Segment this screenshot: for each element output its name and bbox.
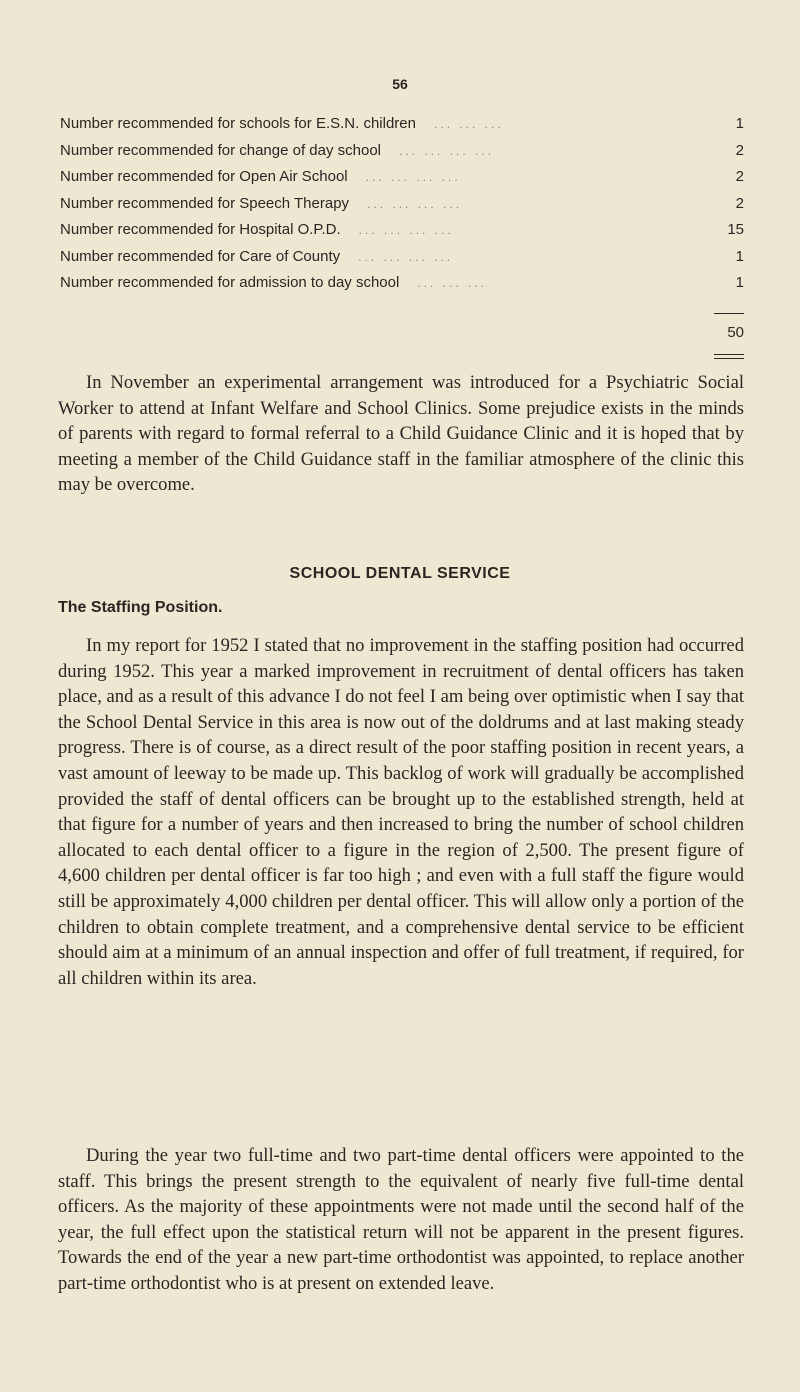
table-row bbox=[60, 168, 744, 195]
row-value: 15 bbox=[727, 221, 744, 238]
page-number: 56 bbox=[392, 76, 408, 92]
row-label: Number recommended for Hospital O.P.D. bbox=[60, 221, 341, 238]
intro-paragraph: In November an experimental arrangement was introduced for a Psychiatric Social Worker to attend at Infant Welfare and School Clinics. Some prejudice exists in the minds of parents with regard to formal referral to a Child Guidance Clinic and it is hoped that by meeting a member of the Child Guidance staff in the familiar atmosphere of the clinic this may be overcome. bbox=[58, 372, 744, 496]
leader-dots: ... ... ... bbox=[433, 117, 504, 131]
body-paragraph: During the year two full-time and two part-time dental officers were appointed to the staff. This brings the present strength to the equivalent of nearly five full-time dental officers. As the majority of these appointments were not made until the second half of the year, the full effect upon the statistical return will not be apparent in the present figures. Towards the end of the year a new part-time orthodontist was appointed, to replace another part-time orthodontist who is at present on extended leave. bbox=[58, 1145, 744, 1294]
leader-dots: ... ... ... bbox=[417, 276, 488, 290]
subheading: The Staffing Position. bbox=[58, 599, 223, 616]
row-value: 1 bbox=[735, 274, 744, 291]
table-row bbox=[60, 221, 744, 248]
row-label: Number recommended for schools for E.S.N. children bbox=[60, 115, 416, 132]
leader-dots: ... ... ... ... bbox=[358, 223, 454, 237]
row-value: 1 bbox=[735, 115, 744, 132]
row-value: 1 bbox=[735, 247, 744, 265]
row-label: Number recommended for Speech Therapy bbox=[60, 194, 350, 212]
leader-dots: ... ... ... ... bbox=[358, 249, 454, 264]
row-label: Number recommended for admission to day school bbox=[60, 274, 400, 291]
total-double-rule bbox=[714, 354, 744, 359]
row-value: 2 bbox=[735, 194, 744, 212]
leader-dots: ... ... ... ... bbox=[367, 196, 463, 211]
row-label: Number recommended for Open Air School bbox=[60, 168, 348, 185]
section-heading: SCHOOL DENTAL SERVICE bbox=[289, 565, 511, 582]
recommendations-table bbox=[60, 115, 744, 301]
table-row bbox=[60, 142, 744, 169]
total-value: 50 bbox=[727, 324, 744, 341]
body-paragraph: In my report for 1952 I stated that no improvement in the staffing position had occurred during 1952. This year a marked improvement in recruitment of dental officers has taken place, and as a result of this advance I do not feel I am being over optimistic when I say that the School Dental Service in this area is now out of the doldrums and at last making steady progress. There is of course, as a direct result of the poor staffing position in recent years, a vast amount of leeway to be made up. This backlog of work will gradually be accomplished provided the staff of dental officers can be brought up to the established strength, held at that figure for a number of years and then increased to bring the number of school children allocated to each dental officer to a figure in the region of 2,500. The present figure of 4,600 children per dental officer is far too high ; and even with a full staff the figure would still be approximately 4,000 children per dental officer. This will allow only a portion of the children to obtain complete treatment, and a comprehensive dental service to be efficient should aim at a minimum of an annual inspection and offer of full treatment, if required, for all children within its area. bbox=[58, 635, 744, 989]
table-row bbox=[60, 195, 744, 222]
leader-dots: ... ... ... ... bbox=[399, 143, 495, 158]
total-rule bbox=[714, 313, 744, 314]
row-label: Number recommended for Care of County bbox=[60, 247, 341, 265]
table-row bbox=[60, 115, 744, 142]
table-row bbox=[60, 274, 744, 301]
row-value: 2 bbox=[735, 168, 744, 185]
leader-dots: ... ... ... ... bbox=[365, 170, 461, 184]
row-label: Number recommended for change of day school bbox=[60, 141, 382, 159]
row-value: 2 bbox=[735, 141, 744, 159]
table-row bbox=[60, 248, 744, 275]
